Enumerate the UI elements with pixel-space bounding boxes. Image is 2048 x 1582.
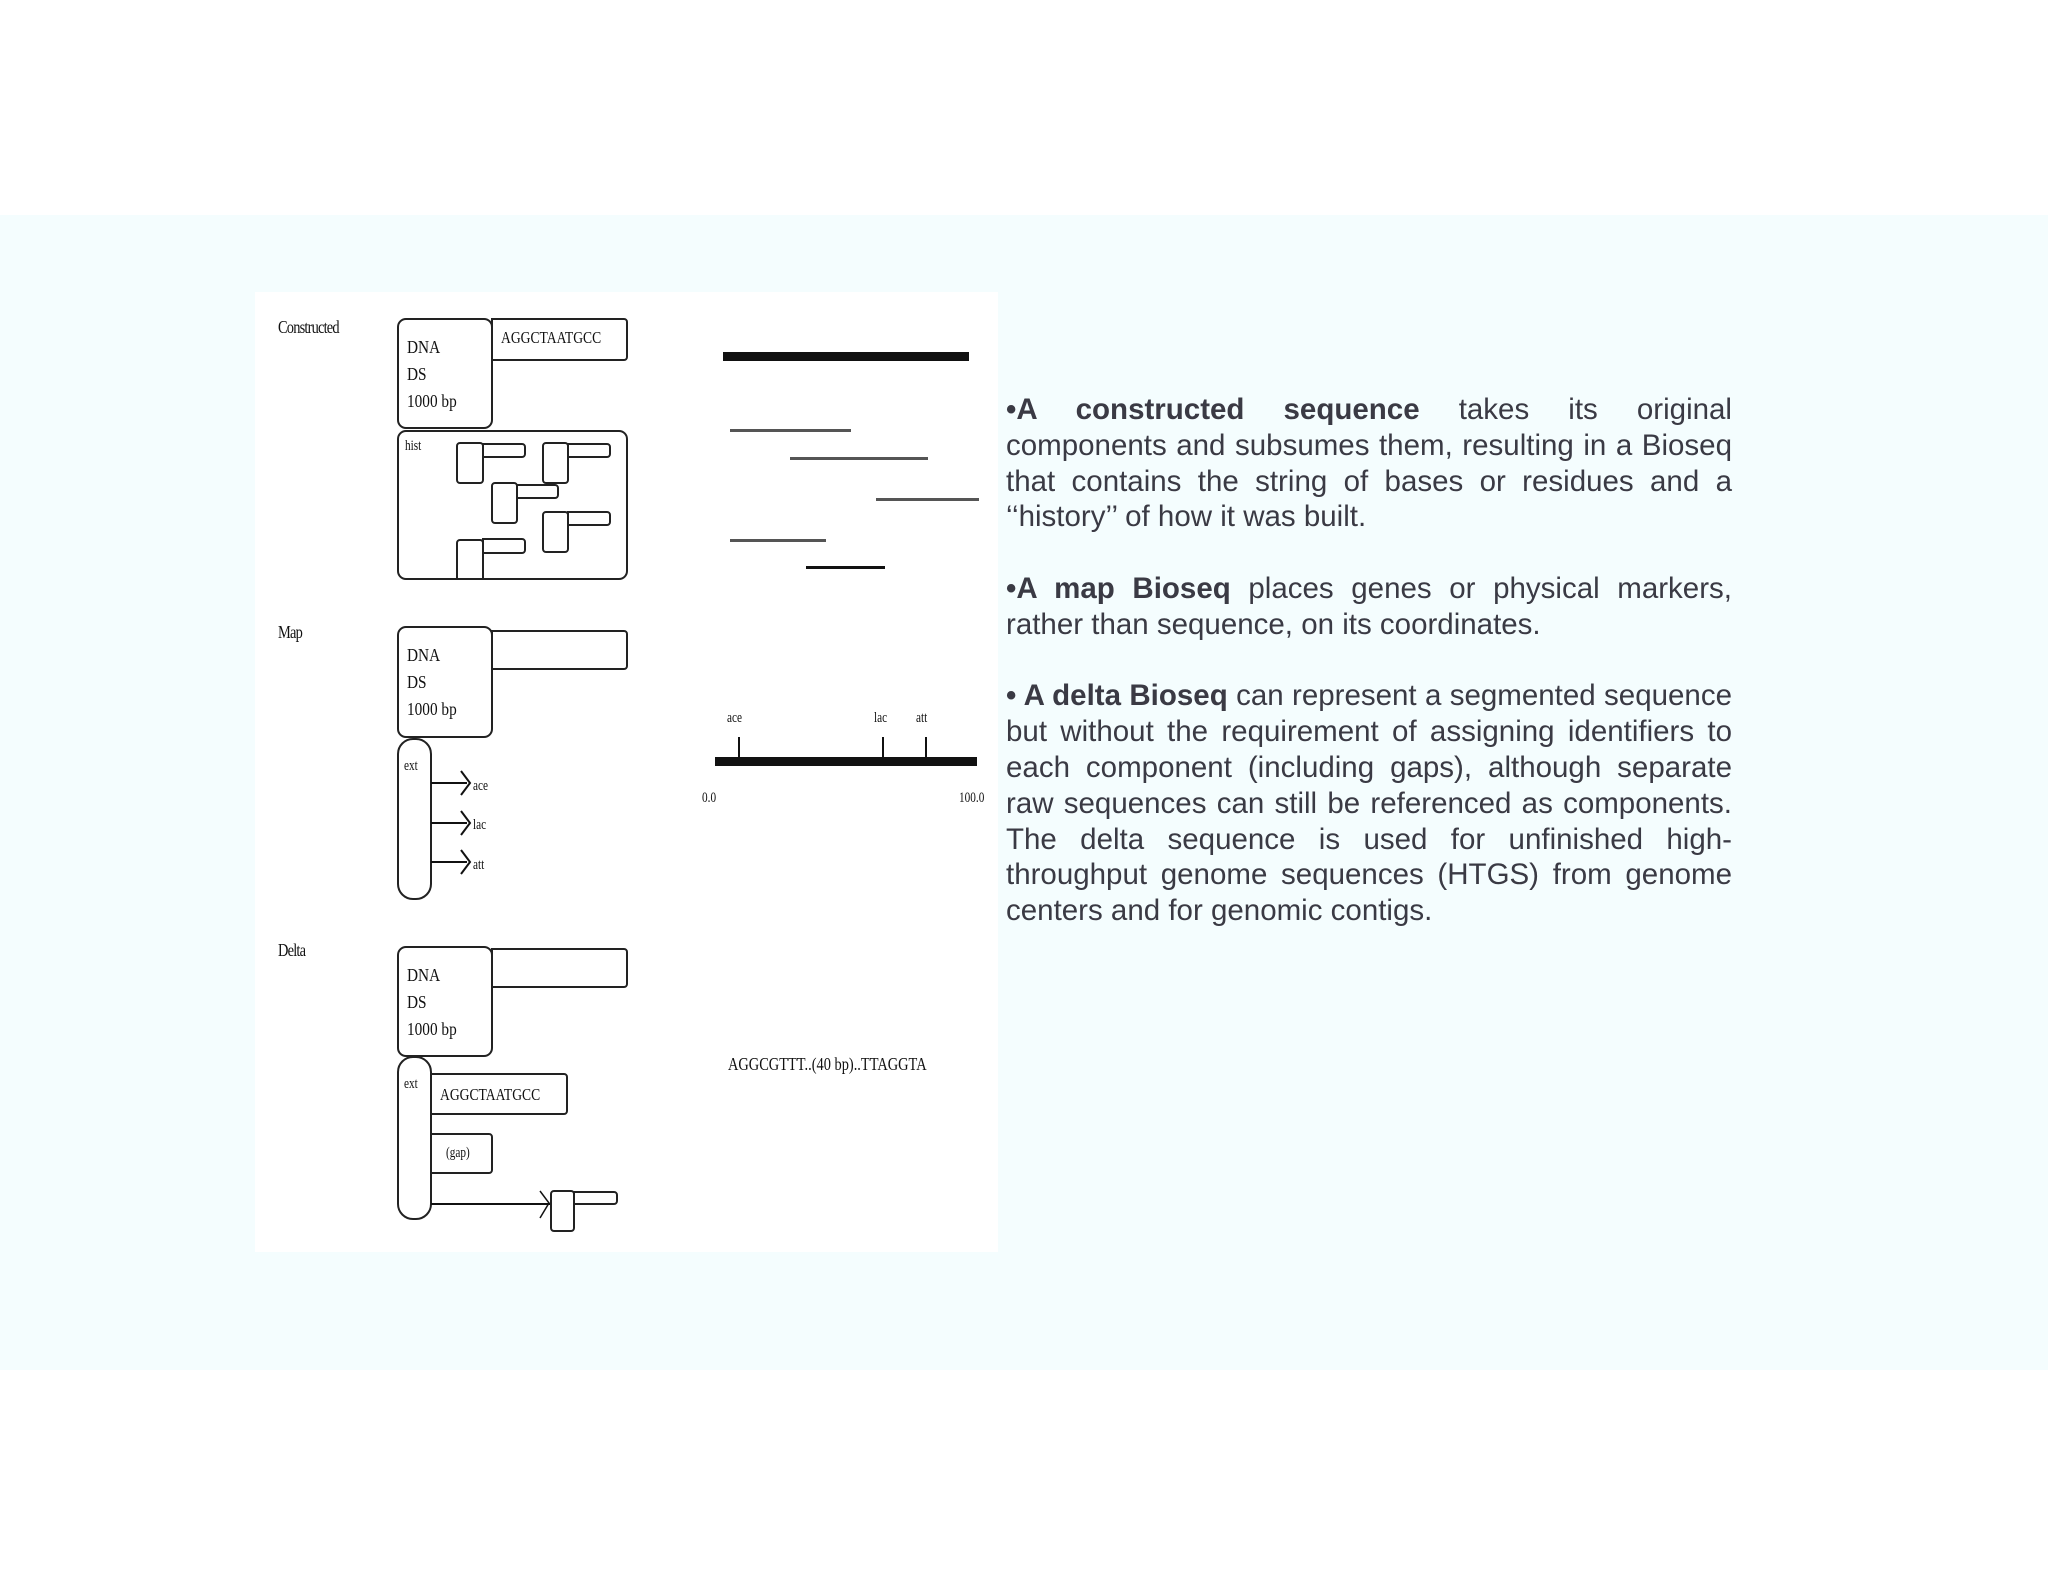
molecule-strand: DS: [407, 992, 427, 1012]
ext-box-map: [397, 738, 432, 900]
bullet-term: •A map Bioseq: [1006, 571, 1231, 605]
history-component-seq: [542, 511, 569, 553]
molecule-length: 1000 bp: [407, 1019, 457, 1039]
delta-component-text: AGGCTAATGCC: [440, 1085, 541, 1104]
bullet-delta: [1006, 678, 1732, 929]
molecule-length: 1000 bp: [407, 391, 457, 411]
feature-label-att: att: [473, 857, 485, 873]
gap-label: (gap): [446, 1145, 470, 1161]
molecule-strand: DS: [407, 364, 427, 384]
history-component-seq: [456, 442, 484, 484]
bullet-list: [1006, 392, 1732, 965]
delta-component-data: [573, 1191, 618, 1205]
molecule-strand: DS: [407, 672, 427, 692]
molecule-box-delta: [397, 946, 493, 1057]
molecule-type: DNA: [407, 337, 441, 357]
sequence-box-map-empty: [491, 630, 628, 670]
delta-component-gap: [430, 1133, 493, 1174]
history-component-data: [482, 443, 526, 458]
history-segment-line: [876, 498, 979, 501]
delta-component-literal: [430, 1073, 568, 1115]
map-marker-tick: [925, 737, 927, 759]
history-segment-line: [730, 429, 851, 432]
map-axis-start: 0.0: [702, 790, 717, 806]
molecule-type: DNA: [407, 645, 441, 665]
sequence-box-delta-empty: [491, 948, 628, 988]
map-marker-label-ace: ace: [727, 710, 742, 726]
bullet-text: takes its original components and subsumes them, resulting in a Bioseq that contains the string of bases or residues and a ‘‘history’’ of how it was built.: [1006, 393, 1732, 534]
bullet-term: • A delta Bioseq: [1006, 679, 1228, 713]
sequence-text: AGGCTAATGCC: [501, 328, 602, 347]
constructed-sequence-bar: [723, 352, 969, 361]
arrowhead-icon: [459, 770, 473, 796]
arrowhead-icon: [537, 1190, 551, 1220]
bullet-text: can represent a segmented sequence but without the requirement of assigning identifiers to each component (including gaps), although separate raw sequences can still be referenced as components. The delta sequence is used for unfinished high-throughput genome sequences (HTGS) from genome centers and for genomic contigs.: [1006, 679, 1732, 928]
bullet-term: •A constructed sequence: [1006, 393, 1420, 426]
molecule-box-map: [397, 626, 493, 738]
feature-label-ace: ace: [473, 778, 488, 794]
map-axis-end: 100.0: [959, 790, 985, 806]
arrowhead-icon: [459, 849, 473, 875]
section-label-constructed: Constructed: [278, 317, 339, 337]
ext-label: ext: [404, 1076, 418, 1092]
history-component-data: [516, 484, 559, 499]
map-axis-bar: [715, 757, 977, 766]
history-component-data: [567, 511, 611, 526]
map-marker-label-att: att: [916, 710, 928, 726]
history-segment-line: [730, 539, 826, 542]
ext-box-delta: [397, 1056, 432, 1220]
history-label: hist: [405, 438, 422, 454]
map-marker-tick: [738, 737, 740, 759]
history-segment-line: [806, 566, 885, 569]
arrowhead-icon: [459, 810, 473, 836]
delta-component-seq: [550, 1190, 575, 1232]
molecule-length: 1000 bp: [407, 699, 457, 719]
history-component-seq: [491, 482, 518, 524]
delta-component-link: [431, 1203, 551, 1205]
history-component-data: [482, 538, 526, 554]
bullet-text: places genes or physical markers, rather than sequence, on its coordinates.: [1006, 571, 1732, 641]
history-component-data: [567, 443, 611, 458]
history-component-seq: [542, 442, 569, 484]
map-marker-label-lac: lac: [874, 710, 888, 726]
feature-label-lac: lac: [473, 817, 487, 833]
history-component-seq: [456, 539, 484, 580]
bioseq-figure: [255, 292, 998, 1252]
map-marker-tick: [882, 737, 884, 759]
section-label-map: Map: [278, 622, 302, 642]
bullet-constructed: [1006, 392, 1732, 535]
sequence-box-constructed: [491, 318, 628, 361]
ext-label: ext: [404, 758, 418, 774]
molecule-type: DNA: [407, 965, 441, 985]
history-segment-line: [790, 457, 928, 460]
section-label-delta: Delta: [278, 940, 306, 960]
delta-sequence-string: AGGCGTTT..(40 bp)..TTAGGTA: [728, 1054, 927, 1074]
molecule-box-constructed: [397, 318, 493, 429]
bullet-map: [1006, 571, 1732, 643]
